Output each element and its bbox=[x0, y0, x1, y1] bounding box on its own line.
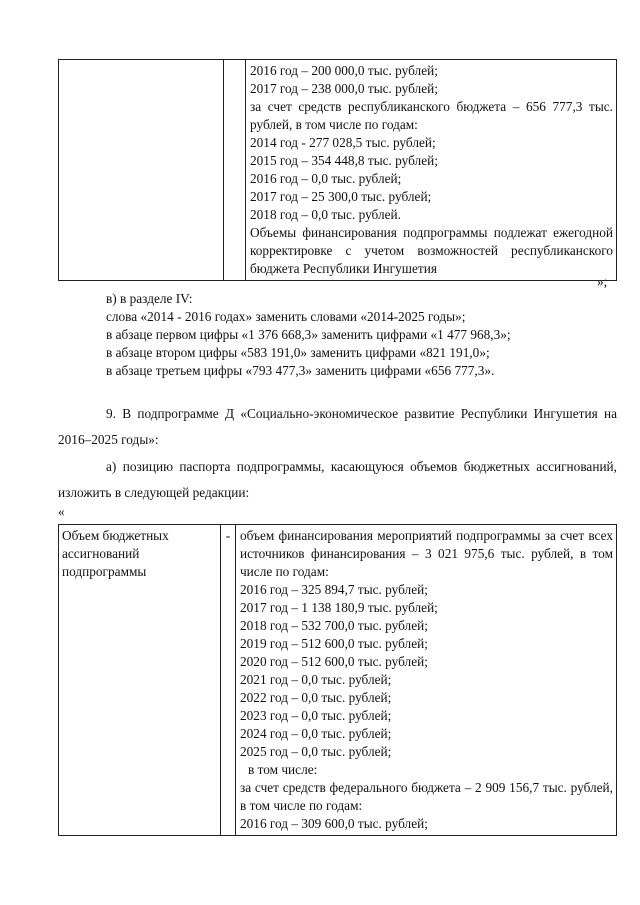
table-cell-empty bbox=[224, 60, 246, 281]
funding-note: Объемы финансирования подпрограммы подлежат ежегодной корректировке с учетом возможностей республиканского бюджета Республики Ингушетия bbox=[250, 225, 613, 276]
funding-line: за счет средств республиканского бюджета – 656 777,3 тыс. рублей, в том числе по годам: bbox=[250, 99, 613, 132]
amendment-item: в абзаце первом цифры «1 376 668,3» заменить цифрами «1 477 968,3»; bbox=[106, 327, 511, 342]
passport-table-continued bbox=[58, 59, 617, 281]
closing-quote: »; bbox=[597, 274, 608, 289]
funding-line: 2024 год – 0,0 тыс. рублей; bbox=[240, 726, 392, 741]
funding-line: в том числе: bbox=[248, 762, 318, 777]
item-9-text: 9. В подпрограмме Д «Социально-экономическое развитие Республики Ингушетия на 2016–2025 годы»: bbox=[58, 406, 617, 447]
dash-text: - bbox=[225, 528, 231, 543]
opening-quote: « bbox=[58, 504, 65, 519]
passport-table-subprogram-d bbox=[58, 524, 617, 836]
funding-line: 2022 год – 0,0 тыс. рублей; bbox=[240, 690, 392, 705]
funding-line: 2017 год – 238 000,0 тыс. рублей; bbox=[250, 81, 438, 96]
funding-line: 2017 год – 1 138 180,9 тыс. рублей; bbox=[240, 600, 438, 615]
funding-line: 2015 год – 354 448,8 тыс. рублей; bbox=[250, 153, 438, 168]
amendment-item: в абзаце втором цифры «583 191,0» заменить цифрами «821 191,0»; bbox=[106, 345, 490, 360]
funding-line: 2020 год – 512 600,0 тыс. рублей; bbox=[240, 654, 428, 669]
funding-line: 2017 год – 25 300,0 тыс. рублей; bbox=[250, 189, 432, 204]
section-heading: в) в разделе IV: bbox=[106, 291, 193, 306]
funding-line: объем финансирования мероприятий подпрограммы за счет всех источников финансирования – 3 021 975,6 тыс. рублей, в том числе по годам: bbox=[240, 528, 613, 579]
funding-line: 2016 год – 325 894,7 тыс. рублей; bbox=[240, 582, 428, 597]
funding-line: 2016 год – 309 600,0 тыс. рублей; bbox=[240, 816, 428, 831]
table-row bbox=[59, 525, 617, 836]
funding-line: 2016 год – 0,0 тыс. рублей; bbox=[250, 171, 402, 186]
funding-cell bbox=[236, 525, 617, 836]
label-cell bbox=[59, 525, 221, 836]
amendment-item: в абзаце третьем цифры «793 477,3» заменить цифрами «656 777,3». bbox=[106, 363, 495, 378]
funding-line: 2019 год – 512 600,0 тыс. рублей; bbox=[240, 636, 428, 651]
label-text: Объем бюджетных ассигнований подпрограммы bbox=[62, 528, 169, 579]
amendment-item: слова «2014 - 2016 годах» заменить словами «2014-2025 годы»; bbox=[106, 309, 466, 324]
funding-line: за счет средств федерального бюджета – 2 909 156,7 тыс. рублей, в том числе по годам: bbox=[240, 780, 613, 813]
funding-line: 2023 год – 0,0 тыс. рублей; bbox=[240, 708, 392, 723]
dash-cell bbox=[221, 525, 236, 836]
funding-cell bbox=[246, 60, 617, 281]
funding-line: 2021 год – 0,0 тыс. рублей; bbox=[240, 672, 392, 687]
item-a-text: а) позицию паспорта подпрограммы, касающуюся объемов бюджетных ассигнований, изложить в следующей редакции: bbox=[58, 459, 617, 500]
table-row bbox=[59, 60, 617, 281]
funding-line: 2018 год – 0,0 тыс. рублей. bbox=[250, 207, 401, 222]
table-cell-empty bbox=[59, 60, 224, 281]
item-9-paragraph bbox=[58, 401, 617, 453]
funding-line: 2014 год - 277 028,5 тыс. рублей; bbox=[250, 135, 436, 150]
funding-line: 2025 год – 0,0 тыс. рублей; bbox=[240, 744, 392, 759]
funding-line: 2018 год – 532 700,0 тыс. рублей; bbox=[240, 618, 428, 633]
item-a-paragraph bbox=[58, 454, 617, 506]
funding-line: 2016 год – 200 000,0 тыс. рублей; bbox=[250, 63, 438, 78]
